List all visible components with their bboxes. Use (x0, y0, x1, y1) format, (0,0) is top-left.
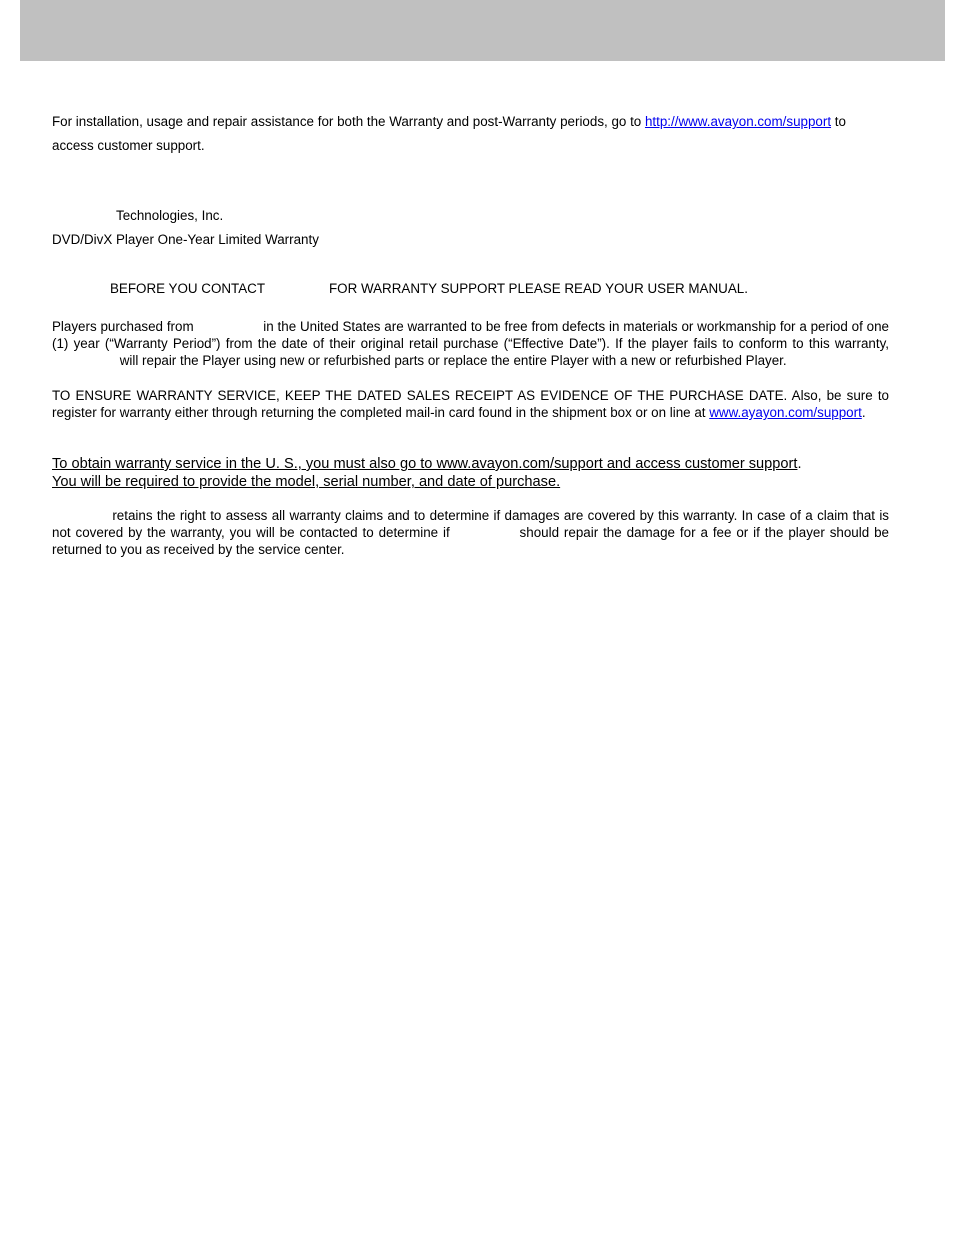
obtain-line-2: You will be required to provide the model, serial number, and date of purchase. (52, 474, 561, 490)
coverage-text-1: Players purchased from (52, 319, 198, 334)
ensure-text: TO ENSURE WARRANTY SERVICE, KEEP THE DATED SALES RECEIPT AS EVIDENCE OF THE PURCHASE DATE. Also, be sure to register for warranty either through returning the completed mail-in card found in the shipment box or on line at (52, 388, 889, 420)
obtain-line-1: To obtain warranty service in the U. S., you must also go to www.avayon.com/support and access customer support (52, 456, 798, 472)
ensure-service-paragraph (52, 387, 889, 421)
claims-paragraph (52, 507, 889, 558)
obtain-line-1-end: . (797, 456, 802, 472)
intro-paragraph (52, 110, 889, 158)
ensure-end: . (861, 405, 866, 420)
claims-text-2: should repair the damage for a fee or if the player should be returned to you as received by the service center. (52, 525, 889, 557)
claims-text-1: retains the right to assess all warranty claims and to determine if damages are covered by this warranty. In case of a claim that is not covered by the warranty, you will be contacted to determine if (52, 508, 889, 540)
register-link[interactable]: www.ayayon.com/support (709, 405, 862, 420)
intro-text-end: to access customer support. (52, 114, 846, 153)
warranty-title: DVD/DivX Player One-Year Limited Warranty (52, 232, 319, 247)
before-contact-part1: BEFORE YOU CONTACT (110, 281, 265, 296)
support-link[interactable]: http://www.avayon.com/support (644, 114, 832, 129)
before-contact-part2: FOR WARRANTY SUPPORT PLEASE READ YOUR USER MANUAL. (329, 281, 748, 296)
company-name (52, 207, 223, 224)
warranty-coverage-paragraph (52, 318, 889, 369)
intro-text: For installation, usage and repair assistance for both the Warranty and post-Warranty periods, go to (52, 114, 645, 129)
before-contact-notice (110, 280, 748, 297)
obtain-service-notice (52, 455, 889, 491)
coverage-text-2: in the United States are warranted to be free from defects in materials or workmanship for a period of one (1) year (“Warranty Period”) from the date of their original retail purchase (“Effective Date”). If the player fails to conform to this warranty, (52, 319, 889, 351)
company-suffix: Technologies, Inc. (116, 208, 224, 223)
header-bar (20, 0, 945, 61)
coverage-text-3: will repair the Player using new or refurbished parts or replace the entire Player with a new or refurbished Player. (116, 353, 787, 368)
